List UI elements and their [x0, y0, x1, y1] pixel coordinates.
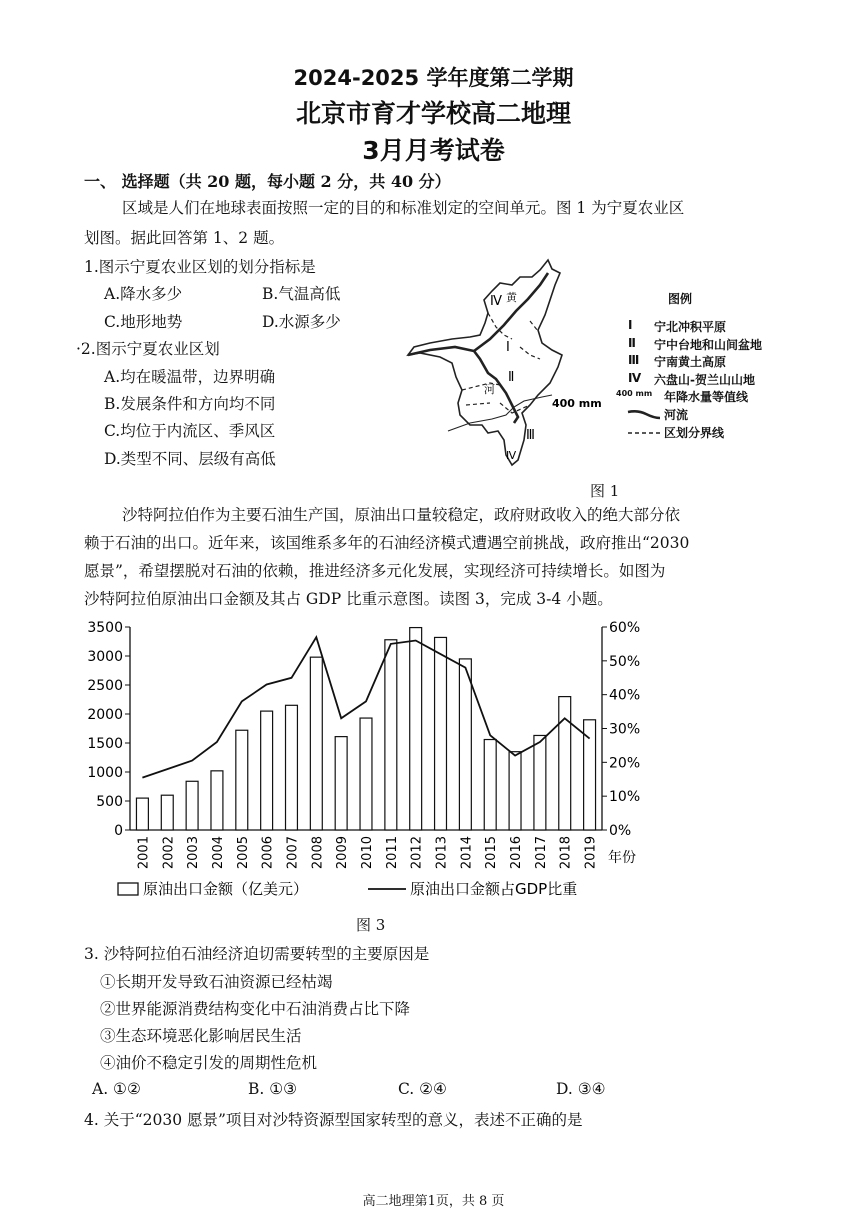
q1-option-b: B.气温高低: [262, 285, 341, 303]
bar-2013: [435, 637, 447, 830]
x-tick-label: 2008: [310, 836, 326, 870]
bar-2008: [310, 657, 322, 830]
school-title: 北京市育才学校高二地理: [295, 99, 571, 128]
bar-2015: [484, 740, 496, 830]
region-label-iii: Ⅲ: [526, 428, 535, 443]
passage2-line-1: 沙特阿拉伯作为主要石油生产国，原油出口量较稳定，政府财政收入的绝大部分依: [122, 506, 681, 524]
q3-option-a: A. ①②: [92, 1080, 141, 1098]
q1-option-c: C.地形地势: [104, 313, 183, 331]
q4-stem: 4. 关于“2030 愿景”项目对沙特资源型国家转型的意义，表述不正确的是: [84, 1111, 583, 1129]
legend-title: 图例: [668, 292, 693, 306]
q3-item-4: ④油价不稳定引发的周期性危机: [100, 1054, 318, 1072]
right-tick-label: 40%: [609, 687, 641, 704]
bar-2010: [360, 718, 372, 830]
x-tick-label: 2002: [161, 836, 177, 870]
bar-2002: [161, 795, 173, 830]
right-tick-label: 0%: [609, 823, 632, 839]
ningxia-outline: [408, 260, 562, 465]
bar-2014: [459, 659, 471, 830]
region-label-iv-north: Ⅳ: [490, 294, 502, 309]
region-label-huang: 黄: [506, 291, 517, 304]
x-tick-label: 2003: [186, 836, 202, 870]
bar-2001: [136, 798, 148, 830]
q3-stem: 3. 沙特阿拉伯石油经济迫切需要转型的主要原因是: [84, 945, 430, 963]
yellow-river: [408, 347, 518, 423]
intro-line-1: 区域是人们在地球表面按照一定的目的和标准划定的空间单元。图 1 为宁夏农业区: [122, 199, 685, 217]
right-tick-label: 10%: [609, 789, 641, 806]
bar-2012: [410, 628, 422, 830]
legend-bar-label: 原油出口金额（亿美元）: [143, 880, 309, 898]
passage2-line-3: 愿景”，希望摆脱对石油的依赖，推进经济多元化发展，实现经济可持续增长。如图为: [84, 562, 666, 580]
bar-2018: [559, 697, 571, 830]
left-tick-label: 500: [96, 794, 123, 810]
region-label-ii: Ⅱ: [508, 370, 515, 385]
region-label-iv-south: Ⅳ: [506, 449, 517, 462]
legend-line-label: 400 mm: [616, 389, 653, 398]
left-tick-label: 2000: [87, 707, 123, 723]
page-footer: 高二地理第1页，共 8 页: [362, 1194, 505, 1209]
left-tick-label: 1500: [87, 736, 123, 752]
q2-option-b: B.发展条件和方向均不同: [104, 395, 276, 413]
q2-option-c: C.均位于内流区、季风区: [104, 422, 276, 440]
x-tick-label: 2009: [335, 836, 351, 870]
legend-code-1: Ⅰ: [628, 318, 633, 332]
passage2-line-2: 赖于石油的出口。近年来，该国维系多年的石油经济模式遭遇空前挑战，政府推出“2030: [84, 534, 690, 552]
figure-1-caption: 图 1: [590, 482, 620, 500]
bar-2004: [211, 771, 223, 830]
legend-river-symbol: [626, 408, 662, 422]
q3-option-d: D. ③④: [556, 1080, 606, 1098]
bar-2007: [286, 705, 298, 830]
legend-text-3: 宁南黄土高原: [654, 355, 727, 369]
x-tick-label: 2014: [459, 836, 475, 870]
q3-item-1: ①长期开发导致石油资源已经枯竭: [100, 973, 333, 991]
legend-text-1: 宁北冲积平原: [654, 320, 727, 334]
exam-term: 2024-2025 学年度第二学期: [293, 66, 574, 90]
q1-option-d: D.水源多少: [262, 313, 341, 331]
passage2-line-4: 沙特阿拉伯原油出口金额及其占 GDP 比重示意图。读图 3，完成 3-4 小题。: [84, 590, 613, 608]
legend-line-label: 原油出口金额占GDP比重: [410, 880, 578, 898]
q3-option-c: C. ②④: [398, 1080, 447, 1098]
x-tick-label: 2011: [384, 836, 400, 870]
section-title: 一、 选择题（共 20 题，每小题 2 分，共 40 分）: [84, 172, 451, 191]
x-tick-label: 2012: [409, 836, 425, 870]
legend-code-3: Ⅲ: [628, 353, 640, 367]
x-tick-label: 2010: [360, 836, 375, 870]
left-tick-label: 0: [114, 823, 123, 839]
legend-river: 河流: [664, 408, 689, 422]
q2-stem: ·2.图示宁夏农业区划: [76, 340, 220, 358]
bar-2003: [186, 781, 198, 830]
right-tick-label: 50%: [609, 653, 641, 670]
region-label-i: Ⅰ: [506, 340, 510, 355]
ningxia-map: [400, 255, 795, 470]
bar-2017: [534, 735, 546, 830]
x-tick-label: 2005: [235, 836, 251, 870]
right-tick-label: 60%: [609, 620, 641, 636]
figure-3-caption: 图 3: [356, 916, 386, 934]
x-tick-label: 2006: [260, 836, 276, 870]
bar-2016: [509, 752, 521, 830]
legend-code-2: Ⅱ: [628, 336, 636, 350]
bar-2005: [236, 730, 248, 830]
x-tick-label: 2018: [558, 836, 574, 870]
x-tick-label: 2015: [484, 836, 500, 870]
x-axis-label: 年份: [608, 850, 636, 866]
x-tick-label: 2017: [533, 836, 549, 870]
chart-bars: [136, 628, 595, 830]
left-tick-label: 2500: [87, 678, 123, 694]
left-tick-label: 3500: [87, 620, 123, 636]
x-tick-label: 2013: [434, 836, 450, 870]
x-tick-label: 2016: [509, 836, 525, 870]
oil-export-chart: [80, 615, 660, 905]
q3-option-b: B. ①③: [248, 1080, 298, 1098]
q3-item-3: ③生态环境恶化影响居民生活: [100, 1027, 302, 1045]
x-tick-label: 2007: [285, 836, 301, 870]
x-tick-label: 2001: [136, 836, 152, 870]
legend-text-4: 六盘山-贺兰山山地: [654, 373, 755, 387]
legend-boundary: 区划分界线: [664, 426, 725, 440]
bar-2011: [385, 640, 397, 830]
isohyet-line: [448, 395, 552, 431]
right-tick-label: 30%: [609, 721, 641, 738]
q1-option-a: A.降水多少: [104, 285, 183, 303]
legend-bar-swatch: [118, 883, 138, 895]
bar-2006: [261, 711, 273, 830]
right-tick-label: 20%: [609, 755, 641, 772]
x-tick-label: 2019: [583, 836, 599, 870]
q2-option-a: A.均在暖温带，边界明确: [104, 368, 276, 386]
intro-line-2: 划图。据此回答第 1、2 题。: [84, 229, 285, 247]
x-tick-label: 2004: [210, 836, 226, 870]
isohyet-label: 400 mm: [552, 397, 602, 410]
q3-item-2: ②世界能源消费结构变化中石油消费占比下降: [100, 1000, 411, 1018]
region-label-he: 河: [484, 383, 495, 396]
left-tick-label: 3000: [87, 649, 123, 665]
exam-title: 3月月考试卷: [362, 136, 505, 165]
legend-text-2: 宁中台地和山间盆地: [654, 338, 763, 352]
legend-isohyet: 年降水量等值线: [664, 390, 749, 404]
bar-2009: [335, 737, 347, 830]
left-tick-label: 1000: [87, 765, 123, 781]
q1-stem: 1.图示宁夏农业区划的划分指标是: [84, 258, 316, 276]
legend-boundary-symbol: [626, 428, 662, 438]
legend-code-4: Ⅳ: [628, 371, 642, 385]
q2-option-d: D.类型不同、层级有高低: [104, 450, 276, 468]
